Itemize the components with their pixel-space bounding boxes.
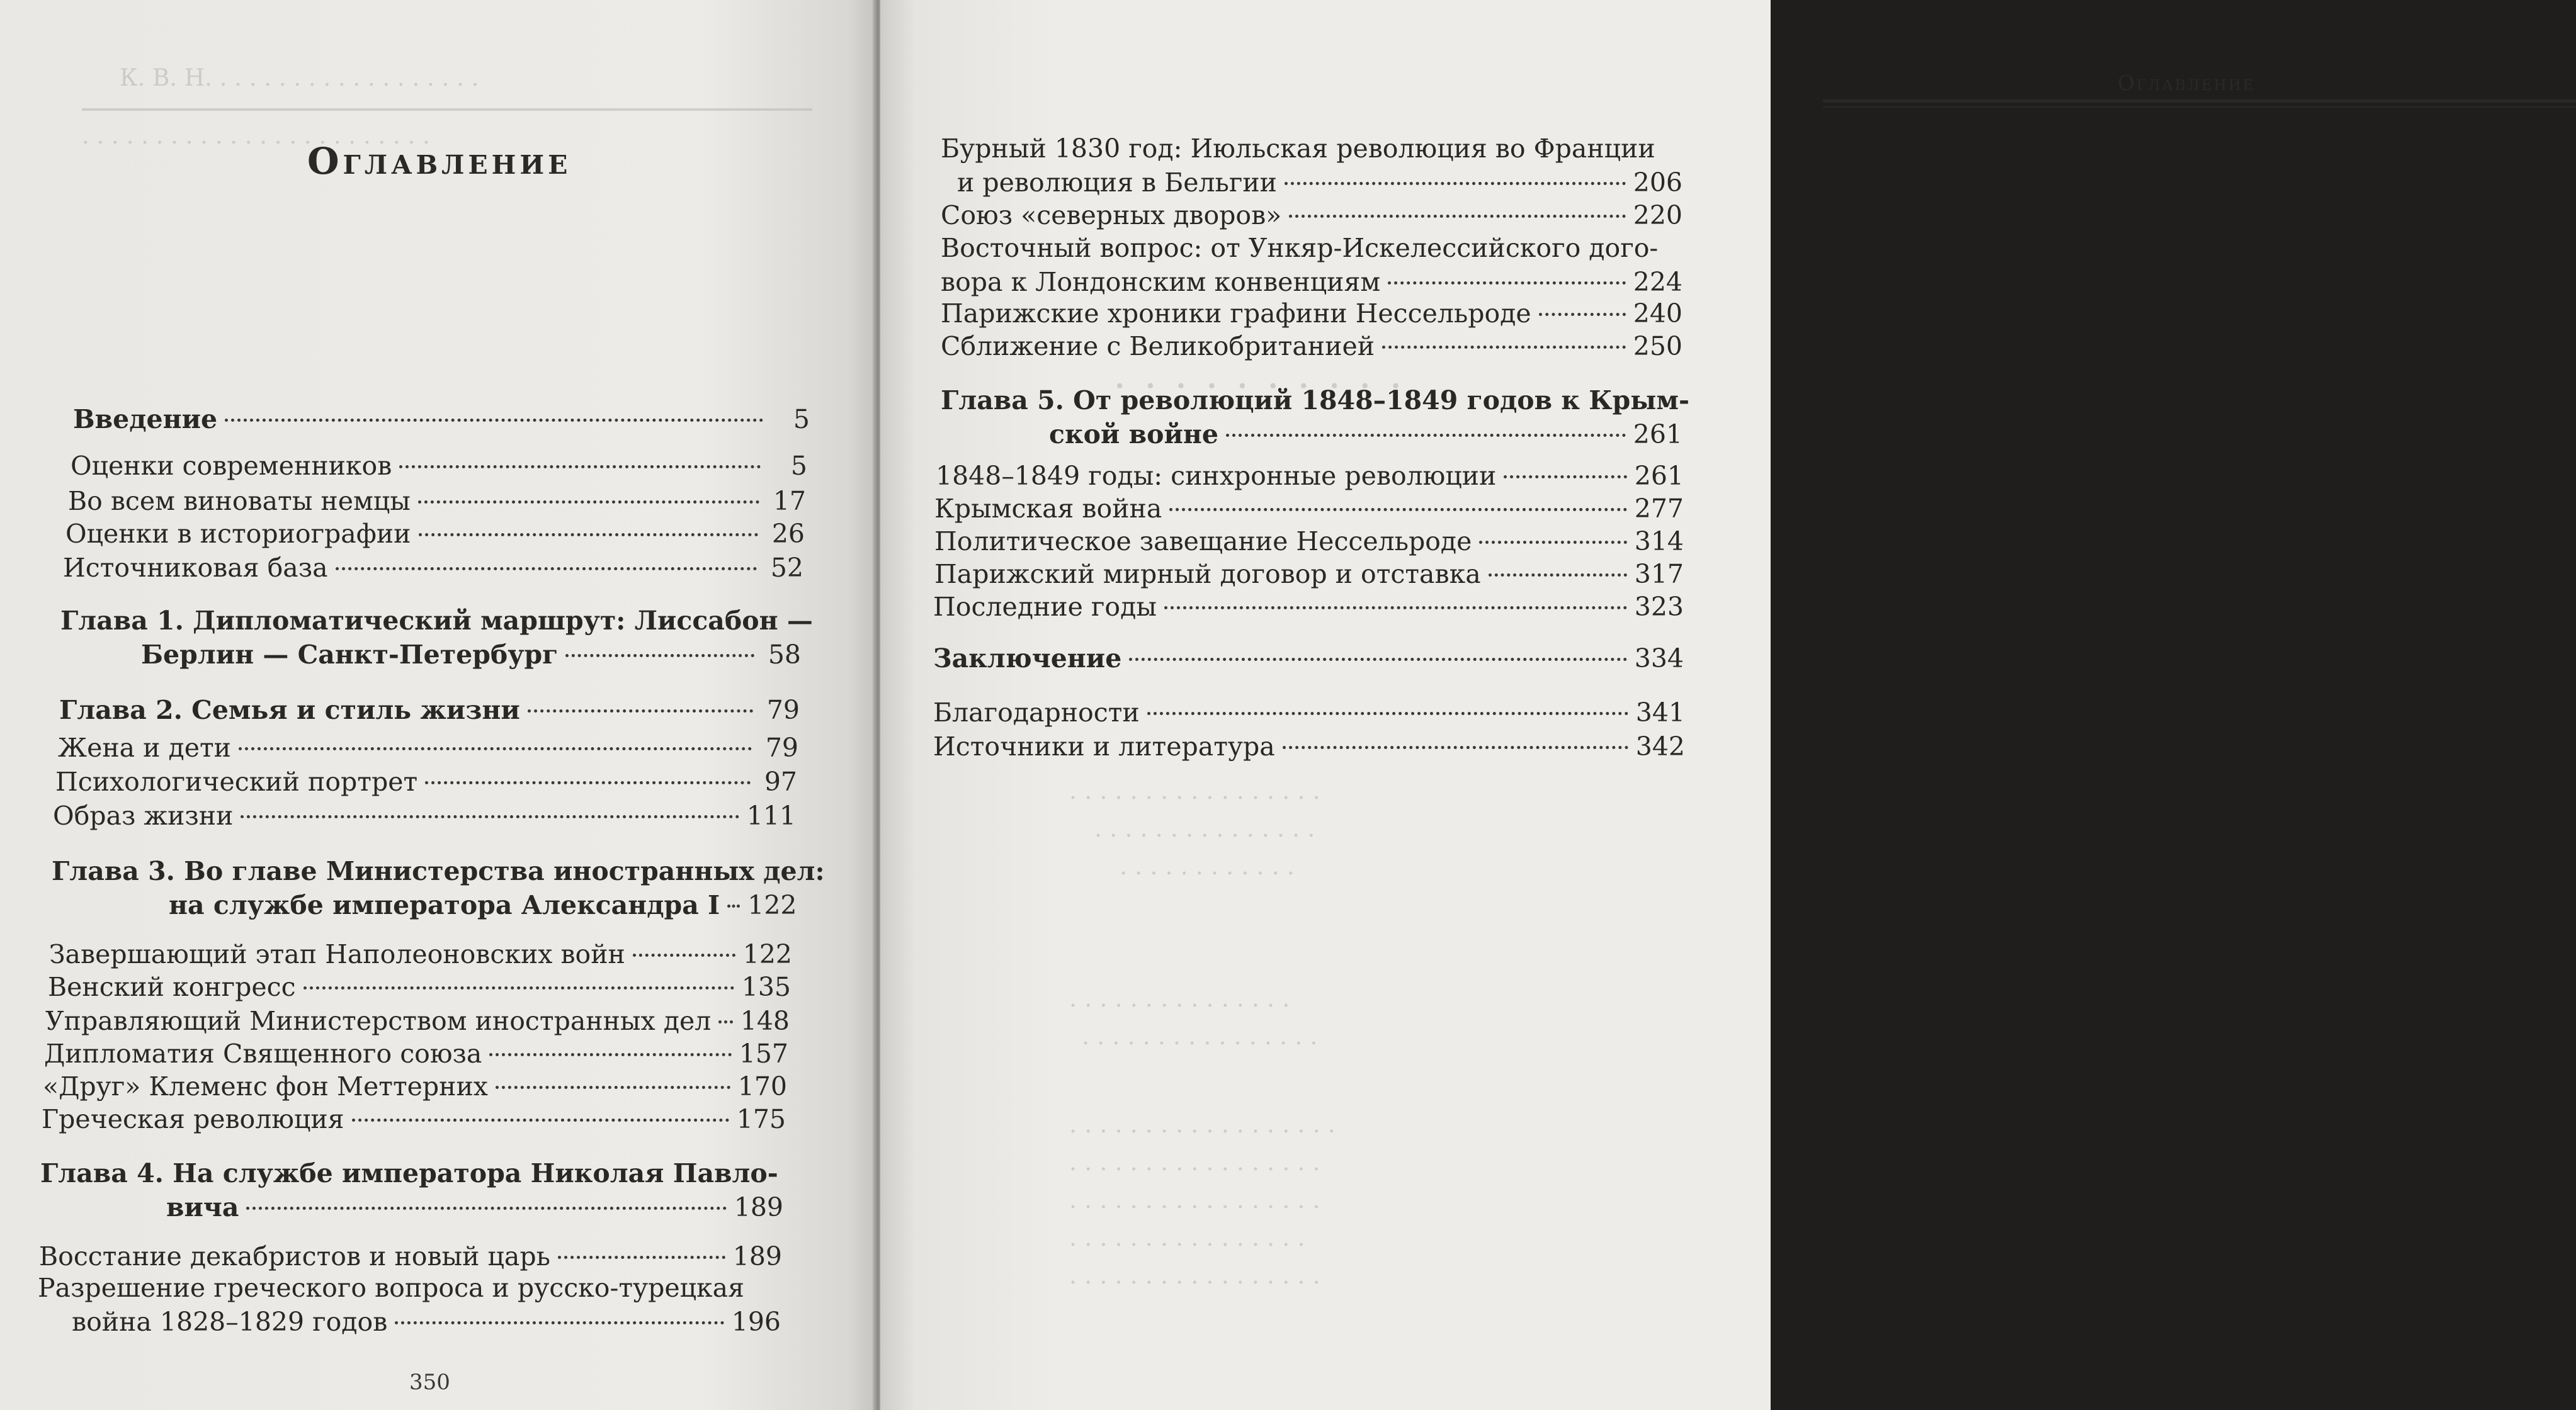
dot-leader [1283, 746, 1628, 749]
show-through-text: . . . . . . . . . . . . . . . . . . . . . . . . [82, 122, 430, 149]
toc-entry-title: Оценки в историографии [65, 519, 411, 549]
toc-entry-title: Греческая революция [42, 1104, 344, 1134]
show-through-text: . . . . . . . . . . . . . . . [1069, 984, 1290, 1012]
toc-chapter-entry [52, 855, 825, 922]
toc-page-number: 157 [739, 1039, 788, 1069]
toc-section-entry [941, 232, 1682, 298]
dot-leader [1226, 434, 1626, 437]
dot-leader [418, 500, 759, 504]
toc-entry-title: Парижские хроники графини Нессельроде [941, 298, 1531, 329]
dot-leader [1147, 712, 1628, 715]
toc-entry-title: Разрешение греческого вопроса и русско-турецкая [38, 1273, 744, 1303]
toc-page-number: 17 [773, 486, 806, 516]
toc-entry-title: ской войне [1049, 419, 1218, 449]
show-through-text: . . . . . . . . . . . . . . . . . [1069, 777, 1320, 804]
toc-entry-title: Благодарности [933, 697, 1140, 728]
left-page [0, 0, 875, 1410]
toc-section-entry [48, 971, 791, 1003]
dot-leader [1504, 475, 1626, 478]
toc-page-number: 342 [1635, 731, 1685, 762]
dot-leader [496, 1086, 730, 1089]
toc-entry-title: Источники и литература [933, 731, 1275, 762]
toc-section-entry [934, 492, 1684, 525]
toc-page-number: 261 [1634, 461, 1684, 491]
dot-leader [558, 1256, 725, 1259]
toc-section-entry [68, 485, 806, 517]
toc-page-number: 148 [740, 1006, 790, 1036]
toc-entry-title: Берлин — Санкт-Петербург [141, 640, 559, 670]
toc-page-number: 323 [1634, 592, 1684, 622]
toc-entry-title: Управляющий Министерством иностранных дел [45, 1006, 712, 1036]
toc-page-number: 206 [1633, 167, 1682, 198]
toc-page-number: 189 [734, 1192, 783, 1222]
show-through-rule [82, 108, 812, 111]
toc-section-entry [53, 799, 796, 832]
toc-section-entry [71, 449, 807, 482]
page-number: 350 [409, 1370, 450, 1395]
dot-leader [1285, 182, 1626, 185]
dot-leader [1489, 573, 1627, 577]
toc-page-number: 111 [746, 801, 796, 831]
toc-page-number: 97 [764, 767, 797, 797]
toc-entry-title: Заключение [933, 643, 1122, 674]
toc-entry-title: Глава 2. Семья и стиль жизни [59, 695, 520, 725]
dot-leader [1388, 281, 1626, 285]
page-title: Оглавление [307, 140, 572, 183]
toc-section-entry [934, 558, 1684, 590]
toc-page-number: 122 [747, 890, 797, 920]
dot-leader [239, 747, 752, 750]
toc-section-entry [44, 1037, 788, 1070]
toc-section-entry [39, 1240, 782, 1273]
toc-page-number: 175 [736, 1104, 786, 1134]
dot-leader [352, 1119, 729, 1122]
toc-page-number: 334 [1634, 643, 1684, 674]
toc-page-number: 26 [771, 519, 805, 549]
toc-section-entry [65, 517, 805, 550]
dot-leader [1169, 508, 1626, 511]
dot-leader [565, 654, 754, 657]
toc-section-entry [49, 938, 792, 971]
toc-page-number: 240 [1633, 298, 1682, 329]
toc-entry-title: «Друг» Клеменс фон Меттерних [43, 1071, 488, 1102]
dot-leader [399, 465, 761, 468]
toc-page-number: 122 [742, 939, 792, 969]
toc-entry-title: Бурный 1830 год: Июльская революция во Франции [941, 133, 1655, 164]
toc-entry-title: Восточный вопрос: от Ункяр-Искелессийского дого- [941, 233, 1659, 263]
toc-page-number: 52 [770, 553, 803, 583]
show-through-text: . . . . . . . . . . . . . . . . . [1069, 1261, 1320, 1289]
toc-entry-title: Глава 1. Дипломатический маршрут: Лиссабон — [60, 606, 813, 636]
dot-leader [419, 533, 759, 536]
dot-leader [727, 905, 740, 908]
toc-section-entry [933, 730, 1685, 763]
show-through-text: К. В. Н. . . . . . . . . . . . . . . . . . . [120, 64, 479, 91]
toc-entry-title: Последние годы [933, 592, 1157, 622]
toc-page-number: 5 [790, 451, 807, 481]
toc-section-entry [38, 1272, 781, 1338]
toc-entry-title: вича [166, 1192, 239, 1222]
toc-entry-title: Глава 4. На службе императора Николая Павло- [40, 1158, 778, 1188]
show-through-text: . . . . . . . . . . . . . . . . . [1069, 1148, 1320, 1176]
toc-entry-title: и революция в Бельгии [957, 167, 1277, 198]
toc-page-number: 277 [1634, 494, 1684, 524]
show-through-text: . . . . . . . . . . . . . . . [1094, 815, 1315, 842]
toc-entry-title: Глава 5. От революций 1848–1849 годов к Крым- [941, 385, 1689, 415]
toc-page-number: 5 [793, 404, 810, 434]
toc-section-entry [933, 590, 1684, 623]
toc-entry-title: Глава 3. Во главе Министерства иностранных дел: [52, 856, 825, 886]
dot-leader [395, 1321, 723, 1324]
toc-page-number: 317 [1634, 559, 1684, 589]
toc-chapter-entry [40, 1157, 783, 1224]
dot-leader [528, 709, 753, 713]
toc-page-number: 135 [741, 972, 791, 1002]
toc-page-number: 224 [1633, 267, 1682, 297]
toc-section-entry [933, 696, 1685, 729]
show-through-text: . . . . . . . . . . [1113, 351, 1405, 398]
toc-entry-title: Введение [73, 404, 218, 434]
toc-page-number: 196 [731, 1307, 781, 1337]
toc-section-entry [43, 1070, 787, 1103]
show-through-text: . . . . . . . . . . . . . . . . . [1069, 1186, 1320, 1214]
toc-entry-title: Дипломатия Священного союза [44, 1039, 482, 1069]
toc-section-entry [941, 297, 1682, 330]
toc-entry-title: Источниковая база [63, 553, 328, 583]
dot-leader [304, 986, 734, 990]
toc-page-number: 261 [1633, 419, 1682, 449]
toc-entry-title: Жена и дети [58, 733, 232, 763]
dot-leader [1289, 215, 1625, 218]
dot-leader [1479, 541, 1626, 544]
toc-entry-title: Завершающий этап Наполеоновских войн [49, 939, 625, 969]
show-through-text: . . . . . . . . . . . . [1120, 852, 1295, 880]
toc-entry-title: Крымская война [934, 494, 1162, 524]
toc-entry-title: Восстание декабристов и новый царь [39, 1241, 550, 1272]
toc-section-entry [55, 765, 797, 798]
toc-entry-title: война 1828–1829 годов [72, 1307, 388, 1337]
toc-page-number: 314 [1634, 526, 1684, 556]
toc-section-entry [42, 1103, 786, 1136]
running-head: Оглавление [2118, 70, 2255, 95]
dot-leader [246, 1207, 726, 1210]
toc-entry-title: 1848–1849 годы: синхронные революции [936, 461, 1497, 491]
show-through-text: . . . . . . . . . . . . . . . . [1082, 1022, 1318, 1050]
show-through-text: . . . . . . . . . . . . . . . . [1069, 1224, 1305, 1251]
toc-chapter-entry [933, 642, 1684, 675]
toc-page-number: 79 [765, 733, 798, 763]
dot-leader [489, 1053, 731, 1056]
toc-page-number: 250 [1633, 331, 1682, 361]
right-page [880, 0, 2255, 1410]
dot-leader [1382, 346, 1626, 349]
toc-section-entry [45, 1005, 790, 1037]
toc-chapter-entry [59, 694, 800, 726]
toc-entry-title: Венский конгресс [48, 972, 296, 1002]
toc-entry-title: вора к Лондонским конвенциям [941, 267, 1381, 297]
toc-entry-title: Союз «северных дворов» [941, 200, 1282, 230]
dot-leader [633, 954, 735, 957]
header-rule [1823, 99, 2576, 108]
toc-entry-title: Политическое завещание Нессельроде [934, 526, 1472, 556]
dot-leader [1129, 658, 1626, 661]
toc-page-number: 58 [768, 640, 801, 670]
toc-entry-title: Парижский мирный договор и отставка [934, 559, 1481, 589]
show-through-text: . . . . . . . . . . . . . . . . . . [1069, 1110, 1336, 1138]
toc-section-entry [63, 551, 803, 584]
dot-leader [1539, 313, 1626, 316]
toc-section-entry [936, 460, 1684, 492]
toc-chapter-entry [73, 403, 810, 436]
dot-leader [425, 781, 751, 784]
dot-leader [241, 815, 739, 818]
toc-section-entry [934, 525, 1684, 558]
dot-leader [225, 419, 763, 422]
toc-section-entry [941, 132, 1682, 199]
toc-entry-title: на службе императора Александра I [169, 890, 720, 920]
dot-leader [1164, 606, 1627, 609]
toc-entry-title: Оценки современников [71, 451, 392, 481]
toc-entry-title: Во всем виноваты немцы [68, 486, 411, 516]
toc-section-entry [58, 731, 798, 764]
toc-chapter-entry [60, 604, 813, 671]
toc-page-number: 189 [732, 1241, 782, 1272]
toc-entry-title: Образ жизни [53, 801, 234, 831]
toc-entry-title: Сближение с Великобританией [941, 331, 1375, 361]
toc-section-entry [941, 199, 1682, 232]
dot-leader [336, 567, 757, 570]
dot-leader [718, 1020, 732, 1024]
toc-page-number: 170 [737, 1071, 787, 1102]
toc-page-number: 341 [1635, 697, 1685, 728]
toc-page-number: 220 [1633, 200, 1682, 230]
toc-page-number: 79 [766, 695, 800, 725]
toc-entry-title: Психологический портрет [55, 767, 418, 797]
